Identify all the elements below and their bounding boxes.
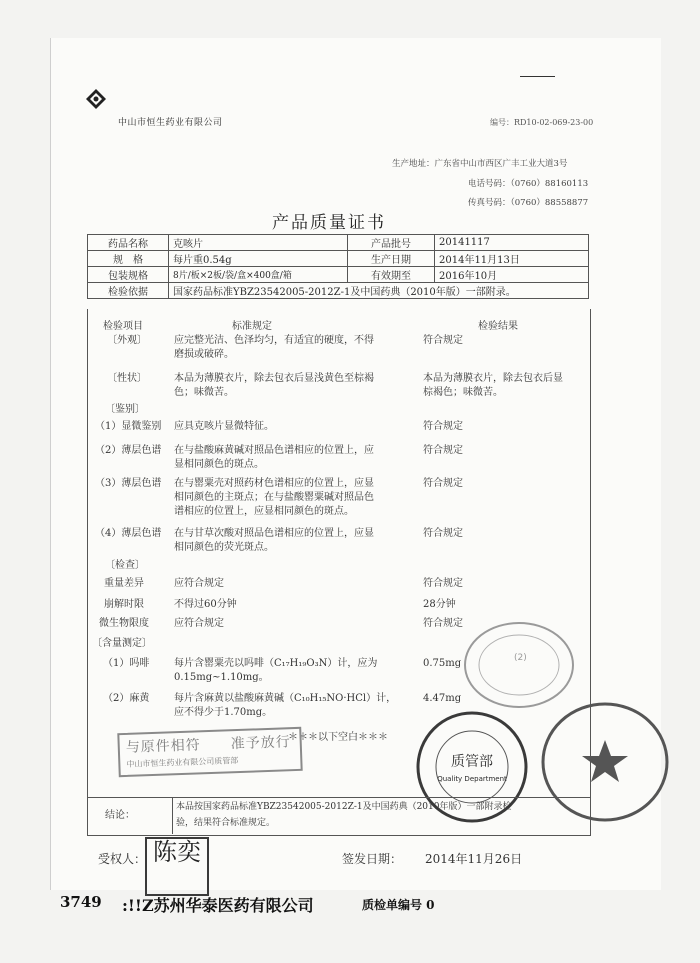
test-standard: 谱相应的位置上，应显相同颜色的斑点。 (174, 506, 354, 517)
certificate-title: 产品质量证书 (272, 213, 386, 233)
handwritten-dash (520, 76, 555, 77)
test-standard: 0.15mg~1.10mg。 (174, 672, 269, 683)
conclusion-divider (172, 797, 173, 834)
table-row (88, 283, 589, 299)
test-standard: 本品为薄膜衣片，除去包衣后显浅黄色至棕褐 (174, 373, 374, 384)
section-heading: 〔检查〕 (105, 560, 145, 571)
name-label: 药品名称 (88, 235, 169, 251)
company-name: 中山市恒生药业有限公司 (118, 118, 223, 128)
phone-number: 电话号码：（0760）88160113 (468, 179, 589, 189)
stamp-text: 与原件相符 准予放行 (125, 734, 291, 756)
seal-subtitle: Quality Department (437, 775, 507, 783)
spec-label: 规 格 (88, 251, 169, 267)
test-result: 本品为薄膜衣片，除去包衣后显 (423, 373, 563, 384)
test-item: （1）显微鉴别 (95, 421, 162, 432)
blank-below-note: ＊＊＊以下空白＊＊＊ (288, 732, 388, 743)
test-standard: 相同颜色的主斑点；在与盐酸罂粟碱对照品色 (174, 492, 374, 503)
test-result: 符合规定 (423, 528, 463, 539)
issue-date: 2014年11月26日 (425, 852, 523, 866)
approver-label: 受权人： (98, 852, 147, 866)
test-item: 〔外观〕 (107, 335, 147, 346)
test-item: （3）薄层色谱 (95, 478, 162, 489)
test-result: 28分钟 (423, 599, 456, 610)
test-result: 0.75mg (423, 658, 462, 669)
conclusion-text: 本品按国家药品标准YBZ23542005-2012Z-1及中国药典（2010年版）一部附录检 (176, 802, 512, 812)
test-standard: 应完整光洁、色泽均匀，有适宜的硬度，不得 (174, 335, 374, 346)
table-row (88, 235, 589, 251)
section-heading: 〔鉴别〕 (105, 404, 145, 415)
test-standard: 显相同颜色的斑点。 (174, 459, 264, 470)
table-row (88, 251, 589, 267)
expiry-label: 有效期至 (348, 267, 435, 283)
test-result: 4.47mg (423, 693, 462, 704)
test-item: （2）麻黄 (103, 693, 150, 704)
test-result: 符合规定 (423, 445, 463, 456)
company-logo-icon (85, 88, 107, 110)
column-header-standard: 标准规定 (232, 321, 272, 332)
conclusion-text: 验，结果符合标准规定。 (176, 818, 276, 828)
batch-number: 20141117 (435, 235, 589, 251)
product-spec: 每片重0.54g (169, 251, 348, 267)
expiry-date: 2016年10月 (435, 267, 589, 283)
test-standard: 相同颜色的荧光斑点。 (174, 542, 274, 553)
test-standard: 不得过60分钟 (174, 599, 237, 610)
test-standard: 每片含罂粟壳以吗啡（C₁₇H₁₉O₃N）计，应为 (174, 658, 378, 669)
footer-number: 3749 (60, 893, 102, 911)
table-row (88, 267, 589, 283)
test-standard: 应符合规定 (174, 618, 224, 629)
column-header-item: 检验项目 (103, 321, 143, 332)
stamp-text: 中山市恒生药业有限公司质管部 (126, 756, 239, 769)
footer-qc-number: 质检单编号 0 (362, 898, 435, 912)
test-standard: 色；味微苦。 (174, 387, 234, 398)
conclusion-label: 结论： (105, 810, 135, 821)
test-basis: 国家药品标准YBZ23542005-2012Z-1及中国药典（2010年版）一部附录。 (169, 283, 589, 299)
date-label: 生产日期 (348, 251, 435, 267)
test-result: 符合规定 (423, 421, 463, 432)
test-result: 棕褐色；味微苦。 (423, 387, 503, 398)
footer-company: :!!Z苏州华泰医药有限公司 (122, 896, 314, 915)
product-info-table (87, 234, 589, 299)
test-standard: 在与罂粟壳对照药材色谱相应的位置上，应显 (174, 478, 374, 489)
column-header-result: 检验结果 (478, 321, 518, 332)
production-date: 2014年11月13日 (435, 251, 589, 267)
test-item: 崩解时限 (104, 599, 144, 610)
basis-label: 检验依据 (88, 283, 169, 299)
copy-conformity-stamp (117, 727, 302, 777)
production-address: 生产地址：广东省中山市西区广丰工业大道3号 (392, 159, 568, 169)
issue-date-label: 签发日期： (342, 852, 403, 866)
fax-number: 传真号码：（0760）88558877 (468, 198, 589, 208)
receiving-seal-icon (462, 620, 577, 710)
test-standard: 磨损或破碎。 (174, 349, 234, 360)
seal-title: 质管部 (451, 754, 493, 770)
test-standard: 在与甘草次酸对照品色谱相应的位置上，应显 (174, 528, 374, 539)
svg-text:(2): (2) (514, 653, 527, 663)
pack-label: 包装规格 (88, 267, 169, 283)
test-item: 〔性状〕 (107, 373, 147, 384)
test-standard: 在与盐酸麻黄碱对照品色谱相应的位置上，应 (174, 445, 374, 456)
test-item: （4）薄层色谱 (95, 528, 162, 539)
test-standard: 每片含麻黄以盐酸麻黄碱（C₁₀H₁₅NO·HCl）计， (174, 693, 397, 704)
test-standard: 应不得少于1.70mg。 (174, 707, 273, 718)
test-item: 重量差异 (104, 578, 144, 589)
test-item: 微生物限度 (99, 618, 149, 629)
pack-spec: 8片/板×2板/袋/盒×400盒/箱 (169, 267, 348, 283)
product-name: 克咳片 (169, 235, 348, 251)
test-standard: 应具克咳片显微特征。 (174, 421, 274, 432)
test-item: （1）吗啡 (103, 658, 150, 669)
section-heading: 〔含量测定〕 (92, 638, 152, 649)
test-result: 符合规定 (423, 478, 463, 489)
test-result: 符合规定 (423, 578, 463, 589)
test-result: 符合规定 (423, 618, 463, 629)
test-standard: 应符合规定 (174, 578, 224, 589)
approver-signature: 陈奕 (145, 837, 209, 896)
test-result: 符合规定 (423, 335, 463, 346)
document-number: 编号：RD10-02-069-23-00 (490, 118, 594, 127)
test-item: （2）薄层色谱 (95, 445, 162, 456)
batch-label: 产品批号 (348, 235, 435, 251)
